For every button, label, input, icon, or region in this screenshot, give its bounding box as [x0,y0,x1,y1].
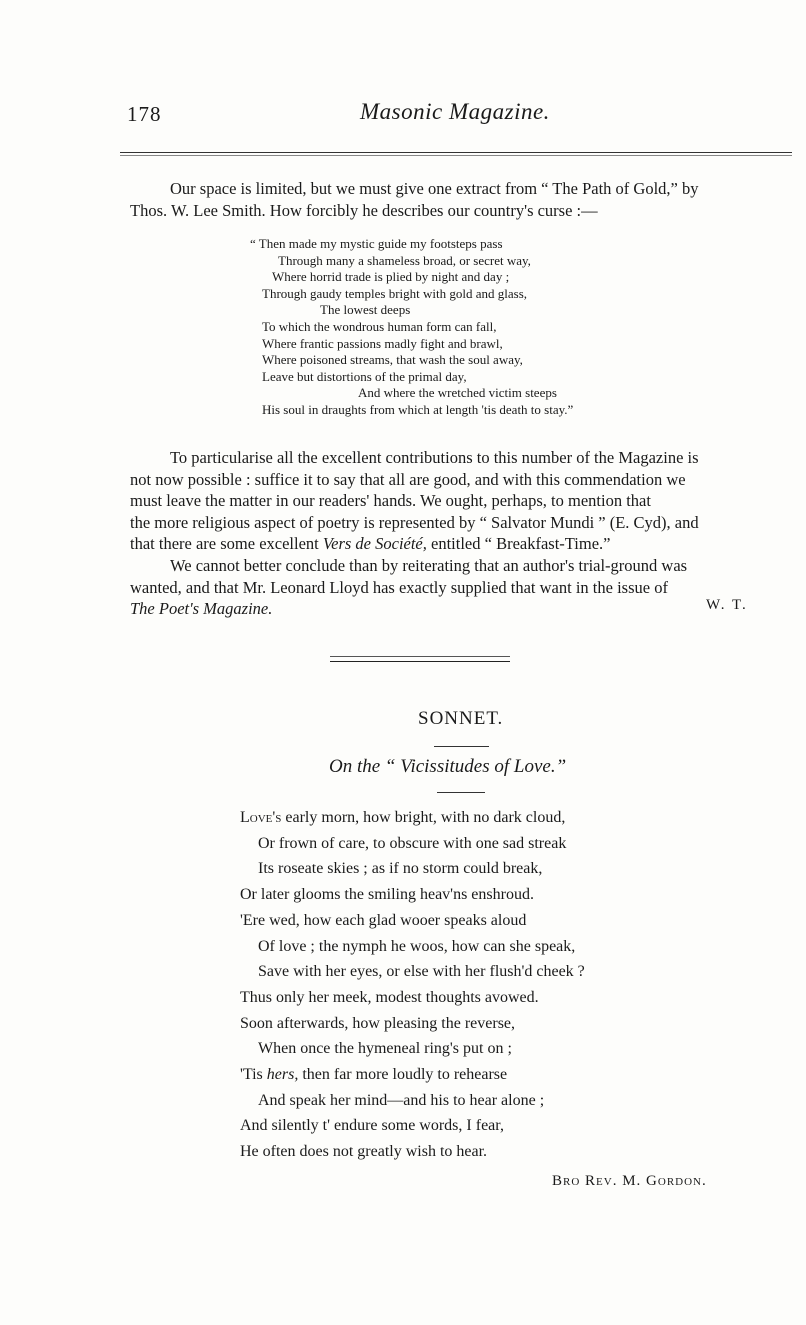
poem-line: Of love ; the nymph he woos, how can she speak, [258,937,576,955]
poem-line: And silently t' endure some words, I fear, [240,1117,504,1135]
header-rule [120,152,792,153]
quote-line: Through many a shameless broad, or secret way, [278,252,531,268]
quote-line: “ Then made my mystic guide my footsteps pass [250,236,503,251]
sonnet-title: SONNET. [418,708,504,729]
text-line [130,533,792,555]
poem-line: Save with her eyes, or else with her flush'd cheek ? [258,963,585,981]
italic-title: Vers de Société, [322,534,427,553]
poem-quotation [240,236,573,419]
section-separator [330,656,510,657]
text-line: must leave the matter in our readers' hands. We ought, perhaps, to mention that [130,491,651,510]
sonnet-body [240,805,585,1165]
quote-line: Where poisoned streams, that wash the soul away, [262,352,523,368]
section-separator-thick [330,661,510,662]
quote-line: The lowest deeps [320,302,411,318]
header-rule-thin [120,155,792,156]
text-line: Our space is limited, but we must give one extract from “ The Path of Gold,” by [170,179,699,198]
text-run: entitled “ Breakfast-Time.” [426,534,611,553]
quote-line: To which the wondrous human form can fall, [262,318,497,334]
poem-line: Its roseate skies ; as if no storm could break, [258,860,543,878]
poem-line: Soon afterwards, how pleasing the reverse, [240,1014,516,1032]
poem-line [240,805,585,831]
page-number: 178 [127,102,162,126]
text-line: Thos. W. Lee Smith. How forcibly he describes our country's curse :— [130,200,598,220]
text-line: To particularise all the excellent contributions to this number of the Magazine is [170,448,699,467]
quote-line: Where horrid trade is plied by night and day ; [272,269,510,285]
article-signature: W. T. [706,597,748,613]
poem-line: And speak her mind—and his to hear alone ; [258,1091,545,1109]
poem-line: He often does not greatly wish to hear. [240,1143,488,1161]
sonnet-subtitle: On the “ Vicissitudes of Love.” [329,756,567,777]
text-line: wanted, and that Mr. Leonard Lloyd has exactly supplied that want in the issue of [130,577,668,597]
poem-line: 'Ere wed, how each glad wooer speaks aloud [240,911,527,929]
poem-line: Or later glooms the smiling heav'ns enshroud. [240,886,534,904]
title-rule [434,746,489,747]
italic-word: hers, [266,1066,299,1084]
text-run: then far more loudly to rehearse [298,1066,508,1084]
poem-line [240,1062,585,1088]
drop-word: Love's [240,809,282,826]
subtitle-rule [437,792,485,793]
quote-line: Where frantic passions madly fight and brawl, [262,335,503,351]
intro-paragraph [130,178,792,221]
quote-line: Through gaudy temples bright with gold and glass, [262,285,528,301]
quote-line: His soul in draughts from which at length 'tis death to stay.” [262,401,574,417]
running-title: Masonic Magazine. [360,99,550,124]
sonnet-author: Bro Rev. M. Gordon. [552,1173,707,1189]
text-line: not now possible : suffice it to say that all are good, and with this commendation we [130,469,686,489]
quote-line: And where the wretched victim steeps [358,385,557,401]
text-run: that there are some excellent [130,534,323,553]
text-line: We cannot better conclude than by reiterating that an author's trial-ground was [170,556,688,575]
body-paragraph-1 [130,447,792,555]
text-run: early morn, how bright, with no dark cloud, [281,809,566,826]
body-paragraph-2 [130,555,792,620]
quote-line: Leave but distortions of the primal day, [262,368,467,384]
poem-line: When once the hymeneal ring's put on ; [258,1040,512,1058]
poem-line: Or frown of care, to obscure with one sad streak [258,834,567,852]
text-line: the more religious aspect of poetry is represented by “ Salvator Mundi ” (E. Cyd), and [130,512,699,532]
text-line: The Poet's Magazine. [130,599,273,618]
text-run: 'Tis [240,1066,267,1084]
poem-line: Thus only her meek, modest thoughts avowed. [240,988,539,1006]
